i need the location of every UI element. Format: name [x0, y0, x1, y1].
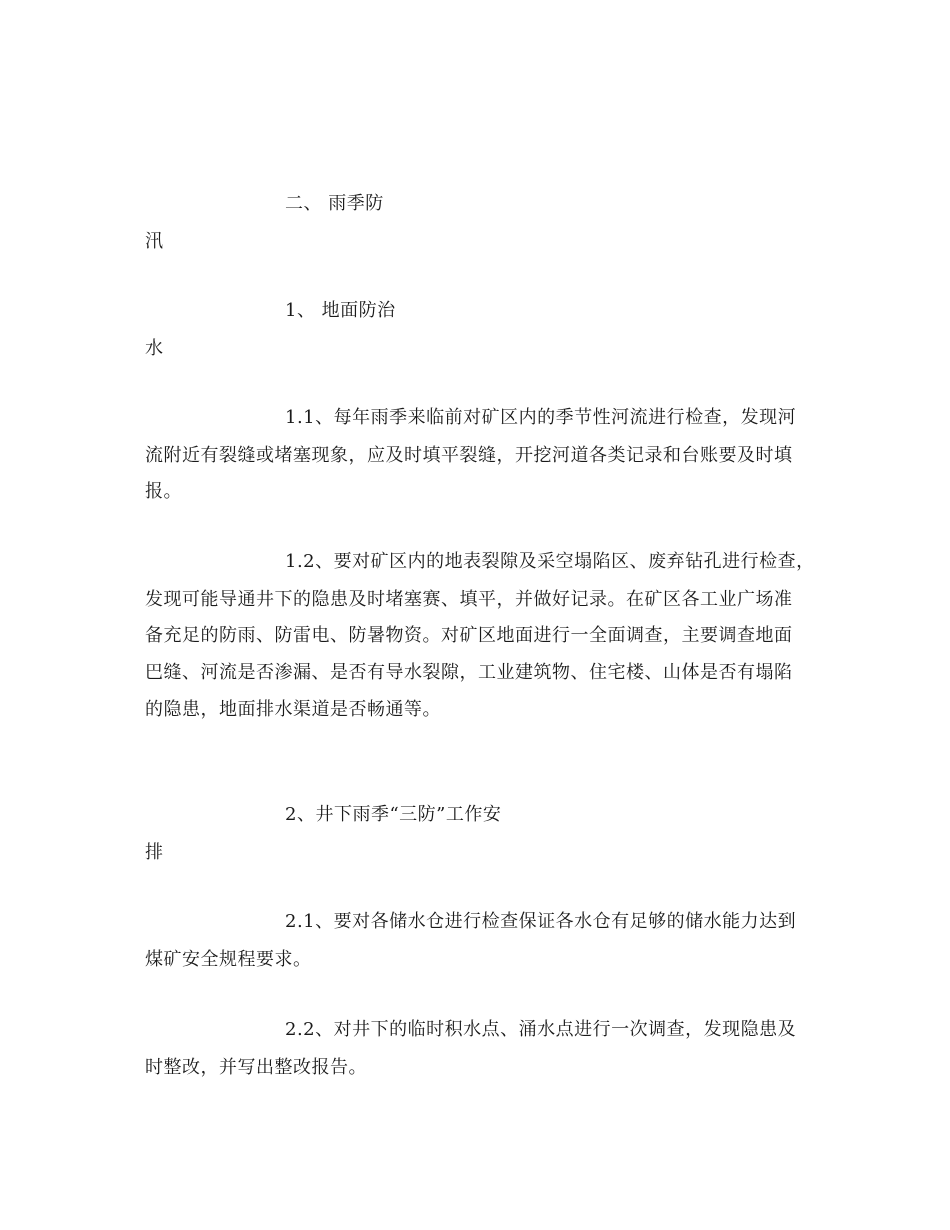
paragraph-line: 备充足的防雨、防雷电、防暑物资。对矿区地面进行一全面调查，主要调查地面 — [145, 625, 793, 646]
section-heading-continuation: 汛 — [145, 231, 164, 252]
paragraph-line: 流附近有裂缝或堵塞现象，应及时填平裂缝，开挖河道各类记录和台账要及时填 — [145, 445, 793, 466]
subsection-heading: 2、井下雨季“三防”工作安 — [285, 804, 502, 825]
paragraph-line: 的隐患，地面排水渠道是否畅通等。 — [145, 699, 441, 720]
paragraph-line: 巴缝、河流是否渗漏、是否有导水裂隙，工业建筑物、住宅楼、山体是否有塌陷 — [145, 662, 793, 683]
subsection-heading: 1、 地面防治 — [285, 300, 396, 321]
paragraph-line: 2.2、对井下的临时积水点、涌水点进行一次调查，发现隐患及 — [285, 1019, 797, 1040]
section-heading: 二、 雨季防 — [285, 193, 384, 214]
paragraph-line: 1.2、要对矿区内的地表裂隙及采空塌陷区、废弃钻孔进行检查， — [285, 551, 815, 572]
subsection-heading-continuation: 排 — [145, 842, 164, 863]
paragraph-line: 1.1、每年雨季来临前对矿区内的季节性河流进行检查，发现河 — [285, 407, 797, 428]
paragraph-line: 2.1、要对各储水仓进行检查保证各水仓有足够的储水能力达到 — [285, 911, 797, 932]
paragraph-line: 报。 — [145, 481, 182, 502]
subsection-heading-continuation: 水 — [145, 338, 164, 359]
paragraph-line: 发现可能导通井下的隐患及时堵塞赛、填平，并做好记录。在矿区各工业广场准 — [145, 589, 793, 610]
paragraph-line: 煤矿安全规程要求。 — [145, 949, 312, 970]
paragraph-line: 时整改，并写出整改报告。 — [145, 1057, 367, 1078]
